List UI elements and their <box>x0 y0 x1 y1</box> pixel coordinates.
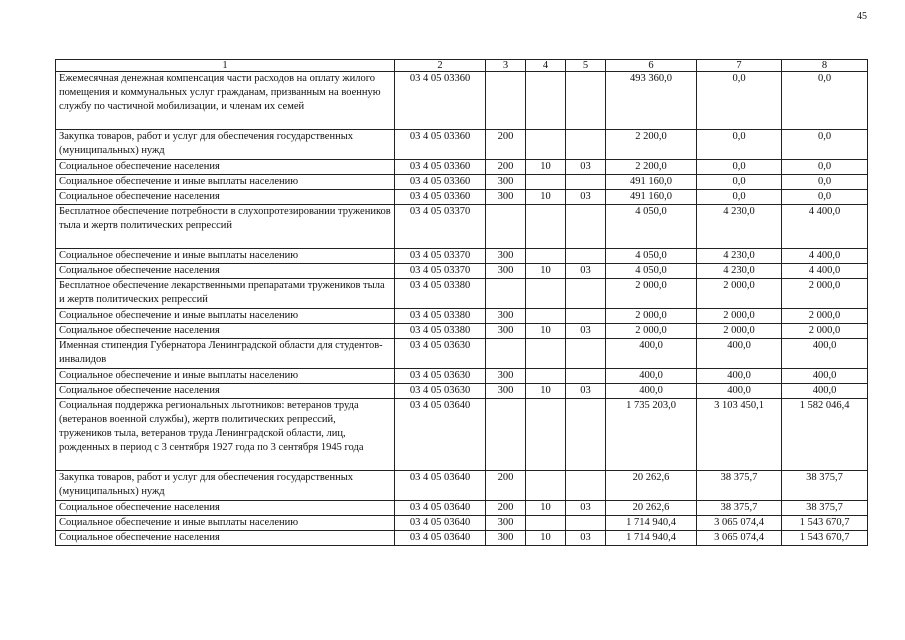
cell-rz: 10 <box>526 264 566 279</box>
cell-v7: 400,0 <box>697 384 782 399</box>
column-header: 2 <box>395 60 486 72</box>
cell-name: Социальная поддержка региональных льготников: ветеранов труда (ветеранов военной службы), жертв политических репрессий, тружеников тыла, ветеранов труда Ленинградской области, лиц, рожденных в период с 3 сентября 1927 года по 3 сентября 1945 года <box>56 399 395 471</box>
cell-code: 03 4 05 03370 <box>395 249 486 264</box>
cell-name: Закупка товаров, работ и услуг для обеспечения государственных (муниципальных) нужд <box>56 130 395 160</box>
cell-vr: 300 <box>486 264 526 279</box>
cell-name: Социальное обеспечение населения <box>56 264 395 279</box>
cell-v8: 0,0 <box>782 175 868 190</box>
cell-v7: 0,0 <box>697 175 782 190</box>
cell-v6: 4 050,0 <box>606 205 697 249</box>
table-row <box>56 205 868 249</box>
table-row <box>56 384 868 399</box>
cell-code: 03 4 05 03360 <box>395 130 486 160</box>
cell-vr: 300 <box>486 384 526 399</box>
cell-v8: 400,0 <box>782 339 868 369</box>
cell-v7: 4 230,0 <box>697 264 782 279</box>
cell-v8: 400,0 <box>782 384 868 399</box>
cell-vr: 300 <box>486 249 526 264</box>
cell-pr <box>566 249 606 264</box>
cell-code: 03 4 05 03360 <box>395 175 486 190</box>
cell-vr: 200 <box>486 160 526 175</box>
cell-code: 03 4 05 03640 <box>395 531 486 546</box>
cell-v6: 2 000,0 <box>606 309 697 324</box>
table-row <box>56 324 868 339</box>
cell-pr <box>566 205 606 249</box>
cell-vr <box>486 399 526 471</box>
cell-name: Социальное обеспечение населения <box>56 190 395 205</box>
cell-v6: 2 000,0 <box>606 324 697 339</box>
cell-name: Именная стипендия Губернатора Ленинградской области для студентов-инвалидов <box>56 339 395 369</box>
table-row <box>56 130 868 160</box>
cell-vr <box>486 205 526 249</box>
cell-rz <box>526 249 566 264</box>
cell-code: 03 4 05 03360 <box>395 72 486 130</box>
cell-name: Бесплатное обеспечение потребности в слухопротезировании тружеников тыла и жертв политических репрессий <box>56 205 395 249</box>
table-row <box>56 279 868 309</box>
cell-rz: 10 <box>526 190 566 205</box>
cell-name: Социальное обеспечение и иные выплаты населению <box>56 175 395 190</box>
cell-v7: 38 375,7 <box>697 471 782 501</box>
cell-name: Бесплатное обеспечение лекарственными препаратами тружеников тыла и жертв политических репрессий <box>56 279 395 309</box>
cell-v6: 400,0 <box>606 339 697 369</box>
cell-v8: 0,0 <box>782 130 868 160</box>
cell-pr <box>566 339 606 369</box>
cell-rz <box>526 279 566 309</box>
cell-pr <box>566 72 606 130</box>
cell-code: 03 4 05 03370 <box>395 205 486 249</box>
cell-pr <box>566 279 606 309</box>
cell-vr: 300 <box>486 324 526 339</box>
table-row <box>56 175 868 190</box>
table-row <box>56 501 868 516</box>
cell-v6: 493 360,0 <box>606 72 697 130</box>
cell-v6: 491 160,0 <box>606 175 697 190</box>
cell-v8: 1 582 046,4 <box>782 399 868 471</box>
cell-v8: 0,0 <box>782 190 868 205</box>
cell-v8: 2 000,0 <box>782 309 868 324</box>
cell-name: Социальное обеспечение и иные выплаты населению <box>56 249 395 264</box>
cell-code: 03 4 05 03370 <box>395 264 486 279</box>
cell-v8: 0,0 <box>782 160 868 175</box>
budget-table <box>55 59 868 546</box>
cell-v6: 20 262,6 <box>606 501 697 516</box>
cell-rz <box>526 205 566 249</box>
cell-rz <box>526 72 566 130</box>
cell-vr: 300 <box>486 309 526 324</box>
cell-vr: 200 <box>486 501 526 516</box>
cell-rz: 10 <box>526 501 566 516</box>
cell-code: 03 4 05 03630 <box>395 339 486 369</box>
cell-pr <box>566 516 606 531</box>
cell-v8: 1 543 670,7 <box>782 531 868 546</box>
cell-vr <box>486 72 526 130</box>
cell-name: Социальное обеспечение населения <box>56 531 395 546</box>
cell-rz: 10 <box>526 160 566 175</box>
cell-v8: 4 400,0 <box>782 205 868 249</box>
cell-v7: 4 230,0 <box>697 205 782 249</box>
cell-name: Социальное обеспечение и иные выплаты населению <box>56 309 395 324</box>
cell-pr: 03 <box>566 160 606 175</box>
cell-pr: 03 <box>566 531 606 546</box>
column-header: 8 <box>782 60 868 72</box>
cell-name: Социальное обеспечение населения <box>56 384 395 399</box>
cell-name: Социальное обеспечение населения <box>56 160 395 175</box>
table-header-row <box>56 60 868 72</box>
cell-code: 03 4 05 03640 <box>395 471 486 501</box>
column-header: 6 <box>606 60 697 72</box>
table-row <box>56 399 868 471</box>
column-header: 1 <box>56 60 395 72</box>
cell-v6: 491 160,0 <box>606 190 697 205</box>
cell-pr: 03 <box>566 264 606 279</box>
cell-code: 03 4 05 03630 <box>395 369 486 384</box>
cell-v6: 1 735 203,0 <box>606 399 697 471</box>
cell-pr <box>566 369 606 384</box>
cell-v6: 1 714 940,4 <box>606 531 697 546</box>
cell-code: 03 4 05 03380 <box>395 324 486 339</box>
cell-v8: 2 000,0 <box>782 279 868 309</box>
cell-pr <box>566 175 606 190</box>
cell-v6: 4 050,0 <box>606 249 697 264</box>
cell-vr: 300 <box>486 369 526 384</box>
cell-vr: 300 <box>486 190 526 205</box>
cell-v7: 3 065 074,4 <box>697 516 782 531</box>
cell-vr: 300 <box>486 175 526 190</box>
cell-v8: 400,0 <box>782 369 868 384</box>
cell-v7: 2 000,0 <box>697 279 782 309</box>
cell-v7: 2 000,0 <box>697 324 782 339</box>
cell-v8: 38 375,7 <box>782 471 868 501</box>
cell-rz <box>526 175 566 190</box>
cell-vr: 300 <box>486 516 526 531</box>
cell-pr <box>566 471 606 501</box>
table-row <box>56 516 868 531</box>
cell-rz: 10 <box>526 531 566 546</box>
cell-v8: 38 375,7 <box>782 501 868 516</box>
cell-name: Социальное обеспечение и иные выплаты населению <box>56 369 395 384</box>
page-number: 45 <box>857 11 867 22</box>
table-row <box>56 160 868 175</box>
cell-vr: 200 <box>486 130 526 160</box>
table-row <box>56 369 868 384</box>
cell-rz <box>526 369 566 384</box>
cell-name: Закупка товаров, работ и услуг для обеспечения государственных (муниципальных) нужд <box>56 471 395 501</box>
table-row <box>56 471 868 501</box>
cell-rz <box>526 339 566 369</box>
cell-v8: 0,0 <box>782 72 868 130</box>
cell-code: 03 4 05 03630 <box>395 384 486 399</box>
table-row <box>56 249 868 264</box>
cell-v6: 2 200,0 <box>606 160 697 175</box>
cell-vr <box>486 279 526 309</box>
table-row <box>56 531 868 546</box>
column-header: 5 <box>566 60 606 72</box>
cell-code: 03 4 05 03360 <box>395 160 486 175</box>
cell-v7: 2 000,0 <box>697 309 782 324</box>
cell-v6: 4 050,0 <box>606 264 697 279</box>
cell-code: 03 4 05 03380 <box>395 309 486 324</box>
cell-v6: 400,0 <box>606 384 697 399</box>
cell-name: Социальное обеспечение и иные выплаты населению <box>56 516 395 531</box>
cell-v8: 4 400,0 <box>782 249 868 264</box>
cell-name: Социальное обеспечение населения <box>56 501 395 516</box>
cell-pr <box>566 309 606 324</box>
table-row <box>56 309 868 324</box>
cell-code: 03 4 05 03640 <box>395 516 486 531</box>
cell-code: 03 4 05 03640 <box>395 399 486 471</box>
column-header: 7 <box>697 60 782 72</box>
cell-rz <box>526 309 566 324</box>
cell-code: 03 4 05 03380 <box>395 279 486 309</box>
cell-pr: 03 <box>566 384 606 399</box>
cell-v7: 0,0 <box>697 160 782 175</box>
cell-vr: 200 <box>486 471 526 501</box>
cell-pr: 03 <box>566 190 606 205</box>
cell-vr <box>486 339 526 369</box>
cell-v6: 2 200,0 <box>606 130 697 160</box>
cell-v7: 0,0 <box>697 72 782 130</box>
cell-pr: 03 <box>566 501 606 516</box>
cell-pr <box>566 130 606 160</box>
cell-pr: 03 <box>566 324 606 339</box>
cell-v7: 0,0 <box>697 190 782 205</box>
cell-v7: 3 103 450,1 <box>697 399 782 471</box>
cell-rz <box>526 471 566 501</box>
cell-rz: 10 <box>526 384 566 399</box>
table-row <box>56 264 868 279</box>
cell-v8: 2 000,0 <box>782 324 868 339</box>
cell-v7: 3 065 074,4 <box>697 531 782 546</box>
cell-name: Социальное обеспечение населения <box>56 324 395 339</box>
cell-rz: 10 <box>526 324 566 339</box>
cell-v8: 4 400,0 <box>782 264 868 279</box>
table-row <box>56 339 868 369</box>
column-header: 3 <box>486 60 526 72</box>
cell-v8: 1 543 670,7 <box>782 516 868 531</box>
cell-v7: 0,0 <box>697 130 782 160</box>
cell-v7: 400,0 <box>697 339 782 369</box>
cell-v7: 38 375,7 <box>697 501 782 516</box>
cell-v7: 4 230,0 <box>697 249 782 264</box>
column-header: 4 <box>526 60 566 72</box>
cell-pr <box>566 399 606 471</box>
cell-rz <box>526 130 566 160</box>
cell-rz <box>526 399 566 471</box>
cell-v6: 2 000,0 <box>606 279 697 309</box>
cell-rz <box>526 516 566 531</box>
cell-v6: 1 714 940,4 <box>606 516 697 531</box>
cell-code: 03 4 05 03640 <box>395 501 486 516</box>
table-row <box>56 72 868 130</box>
table-row <box>56 190 868 205</box>
cell-code: 03 4 05 03360 <box>395 190 486 205</box>
cell-vr: 300 <box>486 531 526 546</box>
cell-v7: 400,0 <box>697 369 782 384</box>
cell-v6: 400,0 <box>606 369 697 384</box>
cell-name: Ежемесячная денежная компенсация части расходов на оплату жилого помещения и коммунальных услуг гражданам, призванным на военную службу по частичной мобилизации, и членам их семей <box>56 72 395 130</box>
cell-v6: 20 262,6 <box>606 471 697 501</box>
